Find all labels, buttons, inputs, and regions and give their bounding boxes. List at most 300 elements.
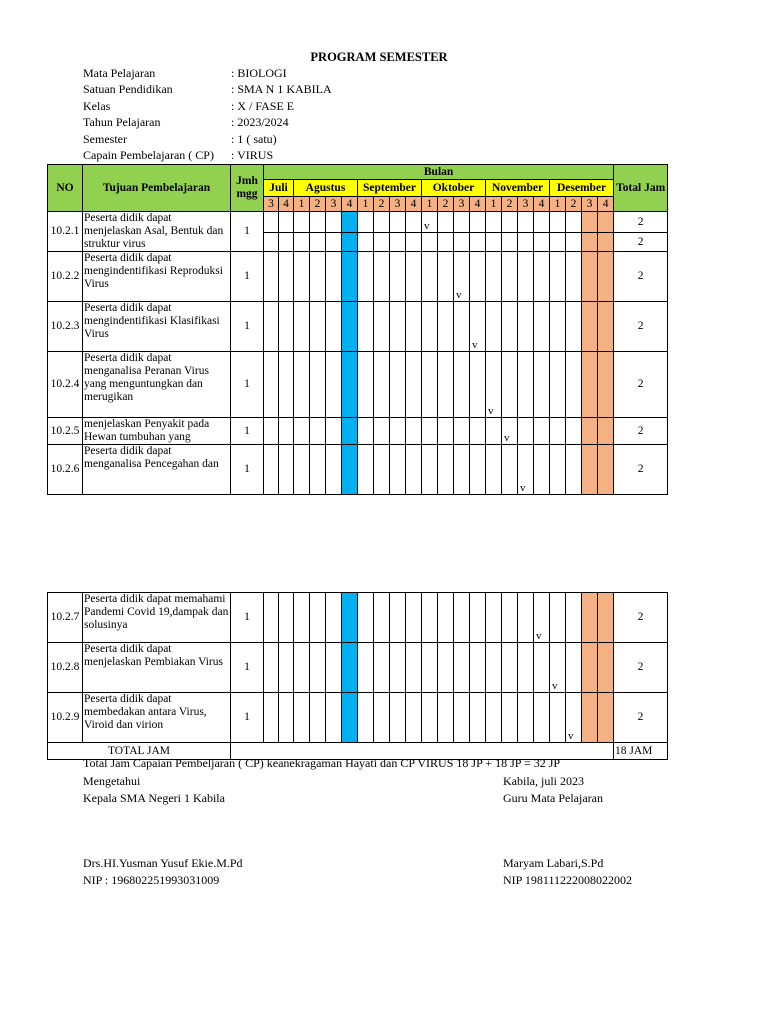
week-cell [294, 418, 310, 445]
row-objective: Peserta didik dapat menjelaskan Pembiakan Virus [83, 643, 231, 693]
week-cell [502, 693, 518, 743]
week-number: 3 [264, 197, 279, 212]
week-cell [582, 252, 598, 302]
week-cell [326, 693, 342, 743]
week-cell [342, 643, 358, 693]
week-cell [406, 693, 422, 743]
week-cell [550, 445, 566, 495]
week-cell [390, 352, 406, 418]
week-cell [406, 252, 422, 302]
week-cell [582, 643, 598, 693]
week-cell [438, 252, 454, 302]
week-cell [326, 302, 342, 352]
kepala-name: Drs.HI.Yusman Yusuf Ekie.M.Pd [83, 856, 243, 870]
week-cell [582, 593, 598, 643]
row-total: 2 [614, 352, 668, 418]
month-header: Juli [264, 180, 294, 197]
week-cell [534, 252, 550, 302]
week-cell [582, 418, 598, 445]
week-cell [390, 418, 406, 445]
schedule-table-bottom [47, 592, 668, 760]
total-value: 18 JAM [614, 743, 668, 760]
week-cell [294, 352, 310, 418]
week-cell [534, 352, 550, 418]
week-cell [534, 212, 550, 233]
week-cell [518, 593, 534, 643]
check-mark: v [488, 405, 494, 417]
week-cell [518, 252, 534, 302]
week-cell [598, 212, 614, 233]
week-cell [358, 445, 374, 495]
week-cell [470, 418, 486, 445]
row-total: 2 [614, 693, 668, 743]
week-cell [502, 233, 518, 252]
week-cell [406, 352, 422, 418]
week-cell [422, 233, 438, 252]
week-cell [518, 643, 534, 693]
week-cell [310, 693, 326, 743]
week-cell [406, 643, 422, 693]
week-cell [438, 302, 454, 352]
week-cell [326, 643, 342, 693]
info-label: Kelas [83, 99, 111, 113]
place-date: Kabila, juli 2023 [503, 774, 584, 788]
row-weeks: 1 [231, 252, 264, 302]
week-cell [422, 352, 438, 418]
week-cell [310, 418, 326, 445]
row-number: 10.2.5 [48, 418, 83, 445]
row-objective: menjelaskan Penyakit pada Hewan tumbuhan yang [83, 418, 231, 445]
week-number: 3 [390, 197, 406, 212]
row-weeks: 1 [231, 693, 264, 743]
week-cell [566, 418, 582, 445]
check-mark: v [456, 289, 462, 301]
header-total: Total Jam [614, 165, 668, 212]
week-cell [582, 212, 598, 233]
table-row [48, 593, 668, 643]
week-cell [358, 352, 374, 418]
week-cell [422, 693, 438, 743]
week-number: 3 [454, 197, 470, 212]
week-cell [470, 302, 486, 352]
week-cell [518, 445, 534, 495]
summary-text: Total Jam Capaian Pembeljaran ( CP) keanekragaman Hayati dan CP VIRUS 18 JP + 18 JP = 32 JP [83, 756, 561, 770]
kepala-nip: NIP : 196802251993031009 [83, 873, 220, 887]
week-cell [358, 252, 374, 302]
week-cell [264, 693, 279, 743]
row-objective: Peserta didik dapat menganalisa Pencegahan dan [83, 445, 231, 495]
week-cell [422, 252, 438, 302]
week-cell [422, 302, 438, 352]
check-mark: v [536, 630, 542, 642]
week-cell [264, 212, 279, 233]
header-bulan: Bulan [264, 165, 614, 180]
week-cell [550, 302, 566, 352]
guru-name: Maryam Labari,S.Pd [503, 856, 604, 870]
week-cell [342, 593, 358, 643]
week-cell [264, 252, 279, 302]
week-cell [422, 212, 438, 233]
week-cell [326, 418, 342, 445]
week-cell [310, 252, 326, 302]
week-cell [550, 233, 566, 252]
week-cell [390, 693, 406, 743]
week-cell [264, 593, 279, 643]
week-cell [550, 252, 566, 302]
week-cell [454, 252, 470, 302]
week-cell [374, 212, 390, 233]
week-cell [486, 233, 502, 252]
week-cell [358, 593, 374, 643]
table-row [48, 693, 668, 743]
week-number: 4 [534, 197, 550, 212]
week-cell [390, 252, 406, 302]
week-cell [486, 352, 502, 418]
week-cell [598, 445, 614, 495]
week-cell [470, 212, 486, 233]
kepala-label: Kepala SMA Negeri 1 Kabila [83, 791, 225, 805]
row-objective: Peserta didik dapat memahami Pandemi Covid 19,dampak dan solusinya [83, 593, 231, 643]
week-cell [454, 212, 470, 233]
row-objective: Peserta didik dapat mengindentifikasi Klasifikasi Virus [83, 302, 231, 352]
week-cell [454, 593, 470, 643]
week-cell [598, 693, 614, 743]
row-number: 10.2.7 [48, 593, 83, 643]
week-cell [550, 693, 566, 743]
week-cell [438, 593, 454, 643]
week-cell [438, 212, 454, 233]
week-cell [406, 233, 422, 252]
week-cell [374, 252, 390, 302]
week-cell [566, 593, 582, 643]
week-cell [422, 418, 438, 445]
week-cell [390, 445, 406, 495]
row-total: 2 [614, 593, 668, 643]
week-cell [486, 302, 502, 352]
row-weeks: 1 [231, 352, 264, 418]
week-cell [518, 418, 534, 445]
week-cell [374, 445, 390, 495]
info-label: Tahun Pelajaran [83, 115, 161, 129]
week-cell [502, 593, 518, 643]
week-cell [279, 693, 294, 743]
week-cell [470, 352, 486, 418]
week-number: 2 [438, 197, 454, 212]
week-cell [534, 233, 550, 252]
week-cell [294, 643, 310, 693]
row-number: 10.2.2 [48, 252, 83, 302]
week-cell [518, 693, 534, 743]
week-cell [486, 418, 502, 445]
week-cell [502, 302, 518, 352]
week-cell [279, 252, 294, 302]
row-total-2: 2 [614, 233, 668, 252]
week-cell [374, 352, 390, 418]
week-cell [502, 643, 518, 693]
week-cell [598, 233, 614, 252]
check-mark: v [520, 482, 526, 494]
info-label: Satuan Pendidikan [83, 82, 173, 96]
week-cell [406, 445, 422, 495]
week-number: 4 [342, 197, 358, 212]
row-objective: Peserta didik dapat mengindentifikasi Reproduksi Virus [83, 252, 231, 302]
week-cell [310, 212, 326, 233]
week-cell [534, 418, 550, 445]
week-cell [326, 445, 342, 495]
row-weeks: 1 [231, 302, 264, 352]
week-cell [582, 352, 598, 418]
week-cell [422, 445, 438, 495]
week-cell [279, 302, 294, 352]
week-cell [342, 212, 358, 233]
week-cell [310, 302, 326, 352]
week-cell [454, 418, 470, 445]
week-cell [598, 593, 614, 643]
info-value: : 1 ( satu) [231, 132, 277, 146]
check-mark: v [568, 730, 574, 742]
page-title: PROGRAM SEMESTER [310, 50, 448, 64]
week-cell [294, 252, 310, 302]
week-number: 4 [406, 197, 422, 212]
week-cell [279, 445, 294, 495]
week-cell [502, 445, 518, 495]
week-cell [438, 418, 454, 445]
week-cell [534, 445, 550, 495]
week-number: 1 [486, 197, 502, 212]
week-cell [264, 302, 279, 352]
month-header: Agustus [294, 180, 358, 197]
guru-nip: NIP 198111222008022002 [503, 873, 632, 887]
row-total: 2 [614, 643, 668, 693]
week-cell [310, 233, 326, 252]
week-cell [279, 352, 294, 418]
week-cell [390, 302, 406, 352]
week-cell [422, 643, 438, 693]
week-cell [390, 233, 406, 252]
week-cell [342, 693, 358, 743]
week-cell [294, 233, 310, 252]
week-number: 2 [502, 197, 518, 212]
week-cell [326, 593, 342, 643]
week-cell [470, 445, 486, 495]
week-cell [598, 252, 614, 302]
schedule-table-top [47, 164, 668, 495]
row-objective: Peserta didik dapat membedakan antara Virus, Viroid dan virion [83, 693, 231, 743]
check-mark: v [472, 339, 478, 351]
week-cell [326, 212, 342, 233]
row-number: 10.2.1 [48, 212, 83, 252]
month-header: Desember [550, 180, 614, 197]
week-cell [406, 418, 422, 445]
total-label: TOTAL JAM [48, 743, 231, 760]
week-cell [358, 643, 374, 693]
week-cell [342, 302, 358, 352]
week-cell [406, 302, 422, 352]
week-cell [342, 445, 358, 495]
row-total: 2 [614, 445, 668, 495]
week-number: 3 [518, 197, 534, 212]
week-cell [518, 302, 534, 352]
week-cell [502, 418, 518, 445]
week-cell [470, 233, 486, 252]
week-cell [358, 418, 374, 445]
week-cell [454, 233, 470, 252]
week-cell [518, 352, 534, 418]
table-row [48, 643, 668, 693]
week-number: 1 [550, 197, 566, 212]
week-cell [438, 693, 454, 743]
week-cell [582, 233, 598, 252]
week-cell [550, 418, 566, 445]
table-row [48, 445, 668, 495]
week-cell [550, 352, 566, 418]
week-cell [264, 352, 279, 418]
week-cell [566, 693, 582, 743]
week-cell [264, 445, 279, 495]
week-number: 2 [566, 197, 582, 212]
week-cell [566, 252, 582, 302]
table-row [48, 212, 668, 233]
row-total: 2 [614, 302, 668, 352]
row-number: 10.2.3 [48, 302, 83, 352]
week-cell [598, 352, 614, 418]
week-cell [534, 693, 550, 743]
week-cell [550, 643, 566, 693]
week-number: 1 [294, 197, 310, 212]
week-cell [566, 212, 582, 233]
week-cell [374, 593, 390, 643]
month-header: Oktober [422, 180, 486, 197]
week-cell [279, 643, 294, 693]
week-cell [550, 593, 566, 643]
row-weeks: 1 [231, 593, 264, 643]
week-cell [279, 212, 294, 233]
info-value: : SMA N 1 KABILA [231, 82, 332, 96]
info-value: : 2023/2024 [231, 115, 289, 129]
week-cell [422, 593, 438, 643]
week-cell [486, 643, 502, 693]
week-cell [470, 643, 486, 693]
week-cell [310, 593, 326, 643]
week-cell [486, 252, 502, 302]
week-cell [518, 212, 534, 233]
week-cell [502, 212, 518, 233]
week-cell [310, 352, 326, 418]
guru-label: Guru Mata Pelajaran [503, 791, 603, 805]
row-weeks: 1 [231, 643, 264, 693]
header-jmh: Jmh mgg [231, 165, 264, 212]
table-row [48, 352, 668, 418]
week-number: 4 [470, 197, 486, 212]
week-cell [358, 233, 374, 252]
week-cell [566, 352, 582, 418]
row-number: 10.2.8 [48, 643, 83, 693]
week-cell [374, 233, 390, 252]
week-cell [438, 352, 454, 418]
week-cell [294, 212, 310, 233]
week-cell [470, 693, 486, 743]
week-cell [342, 252, 358, 302]
week-cell [486, 212, 502, 233]
week-cell [310, 445, 326, 495]
week-number: 3 [582, 197, 598, 212]
week-cell [342, 233, 358, 252]
table-row [48, 252, 668, 302]
info-value: : X / FASE E [231, 99, 295, 113]
row-weeks: 1 [231, 212, 264, 252]
week-cell [550, 212, 566, 233]
header-tujuan: Tujuan Pembelajaran [83, 165, 231, 212]
info-value: : VIRUS [231, 148, 274, 162]
row-weeks: 1 [231, 418, 264, 445]
week-cell [279, 593, 294, 643]
week-cell [326, 233, 342, 252]
row-number: 10.2.6 [48, 445, 83, 495]
info-label: Capain Pembelajaran ( CP) [83, 148, 214, 162]
week-number: 2 [374, 197, 390, 212]
week-cell [582, 302, 598, 352]
week-cell [310, 643, 326, 693]
week-cell [342, 352, 358, 418]
row-objective: Peserta didik dapat menjelaskan Asal, Bentuk dan struktur virus [83, 212, 231, 252]
week-cell [582, 693, 598, 743]
week-cell [294, 593, 310, 643]
week-cell [264, 643, 279, 693]
week-cell [486, 693, 502, 743]
info-label: Mata Pelajaran [83, 66, 156, 80]
week-cell [534, 643, 550, 693]
week-cell [406, 212, 422, 233]
week-cell [502, 252, 518, 302]
week-cell [566, 233, 582, 252]
week-cell [390, 593, 406, 643]
week-cell [566, 445, 582, 495]
week-cell [566, 643, 582, 693]
info-label: Semester [83, 132, 127, 146]
week-cell [438, 233, 454, 252]
table-row [48, 302, 668, 352]
week-cell [326, 252, 342, 302]
week-number: 2 [310, 197, 326, 212]
week-cell [374, 302, 390, 352]
week-cell [534, 593, 550, 643]
week-cell [326, 352, 342, 418]
info-value: : BIOLOGI [231, 66, 287, 80]
week-cell [566, 302, 582, 352]
week-number: 4 [279, 197, 294, 212]
week-cell [502, 352, 518, 418]
week-cell [358, 302, 374, 352]
week-cell [358, 212, 374, 233]
week-cell [294, 302, 310, 352]
check-mark: v [504, 432, 510, 444]
week-cell [454, 302, 470, 352]
week-cell [598, 302, 614, 352]
week-cell [454, 693, 470, 743]
week-cell [294, 445, 310, 495]
week-cell [486, 593, 502, 643]
week-cell [470, 593, 486, 643]
week-cell [374, 693, 390, 743]
week-cell [342, 418, 358, 445]
check-mark: v [424, 220, 430, 233]
week-cell [598, 643, 614, 693]
row-total: 2 [614, 418, 668, 445]
row-number: 10.2.9 [48, 693, 83, 743]
week-cell [264, 418, 279, 445]
week-cell [470, 252, 486, 302]
week-cell [374, 643, 390, 693]
